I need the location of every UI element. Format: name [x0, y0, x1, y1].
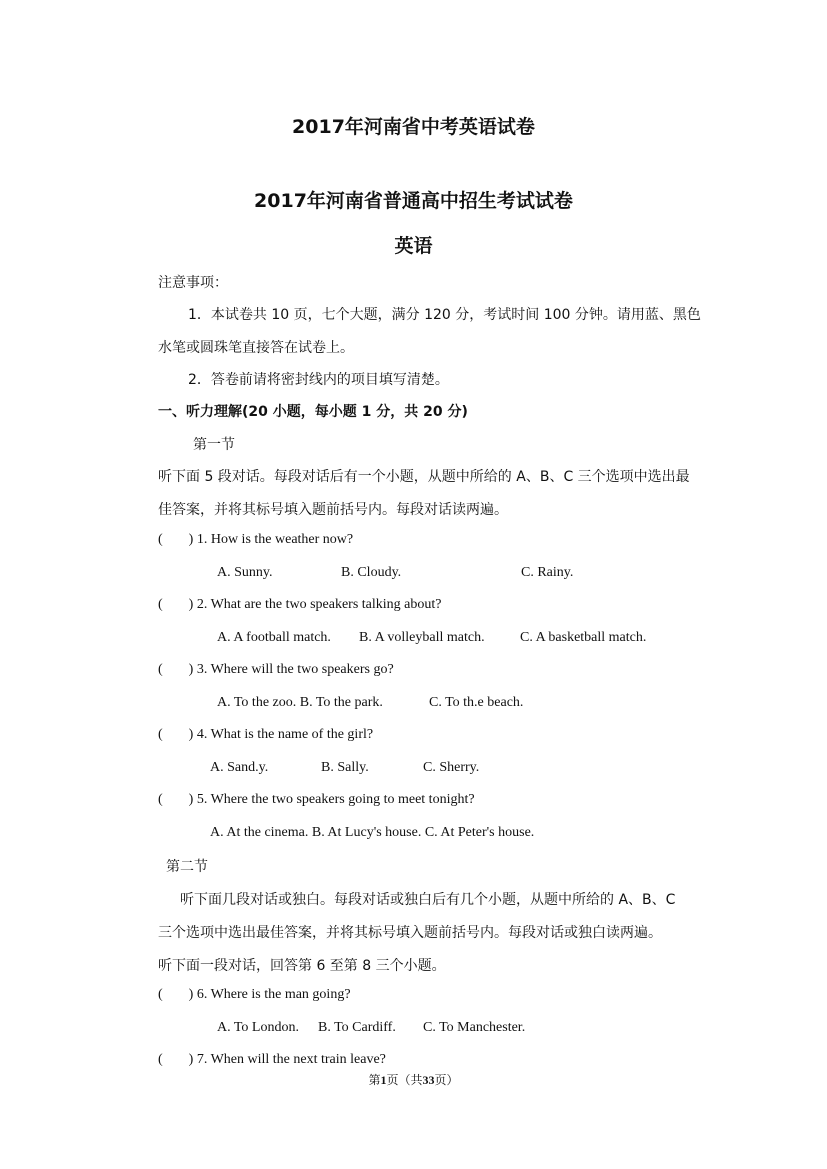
answer-paren: ( [158, 532, 163, 547]
question-4 [158, 727, 373, 743]
question-1 [158, 532, 353, 548]
notes-heading: 注意事项： [158, 275, 228, 291]
answer-paren: ( [158, 792, 163, 807]
option-a: A. Sand.y. [210, 760, 269, 775]
page-footer [0, 1071, 827, 1088]
question-text: ) 3. Where will the two speakers go? [188, 662, 394, 677]
option-c: C. To th.e beach. [429, 695, 524, 710]
subject-title: 英语 [394, 235, 433, 257]
answer-paren: ( [158, 1052, 163, 1067]
answer-paren: ( [158, 727, 163, 742]
question-text: ) 5. Where the two speakers going to meet tonight? [188, 792, 475, 807]
part-2-dialogue-note: 听下面一段对话，回答第 6 至第 8 三个小题。 [158, 958, 446, 974]
option-c: C. Sherry. [423, 760, 480, 775]
question-6-options [217, 1020, 525, 1036]
option-b: B. Cloudy. [341, 565, 402, 580]
footer-middle: 页（共 [386, 1073, 423, 1087]
part-1-instructions: 听下面 5 段对话。每段对话后有一个小题，从题中所给的 A、B、C 三个选项中选出最 [158, 469, 690, 485]
page-number: 1 [380, 1073, 387, 1087]
question-text: ) 6. Where is the man going? [188, 987, 351, 1002]
question-text: ) 7. When will the next train leave? [188, 1052, 386, 1067]
question-text: ) 1. How is the weather now? [188, 532, 354, 547]
option-a: A. A football match. [217, 630, 331, 645]
footer-prefix: 第 [368, 1073, 381, 1087]
notes-item-1-cont: 水笔或圆珠笔直接答在试卷上。 [158, 340, 354, 356]
question-5 [158, 792, 475, 808]
question-1-options [217, 565, 573, 581]
footer-suffix: 页） [434, 1073, 459, 1087]
question-3 [158, 662, 394, 678]
question-text: ) 2. What are the two speakers talking about? [188, 597, 442, 612]
document-title: 2017年河南省中考英语试卷 [292, 116, 535, 138]
question-7 [158, 1052, 386, 1068]
option-a-b: A. To the zoo. B. To the park. [217, 695, 383, 710]
notes-item-2: 2．答卷前请将密封线内的项目填写清楚。 [188, 372, 449, 388]
question-text: ) 4. What is the name of the girl? [188, 727, 374, 742]
option-c: C. Rainy. [521, 565, 574, 580]
question-4-options [210, 760, 479, 776]
part-2-instructions: 听下面几段对话或独白。每段对话或独白后有几个小题，从题中所给的 A、B、C [180, 892, 676, 908]
option-b: B. To Cardiff. [318, 1020, 396, 1035]
section-heading: 一、听力理解(20 小题，每小题 1 分，共 20 分) [158, 404, 468, 420]
options-abc: A. At the cinema. B. At Lucy's house. C. At Peter's house. [210, 825, 535, 840]
answer-paren: ( [158, 987, 163, 1002]
page-total: 33 [422, 1073, 435, 1087]
option-c: C. A basketball match. [520, 630, 647, 645]
question-2 [158, 597, 442, 613]
question-3-options [217, 695, 523, 711]
option-b: B. Sally. [321, 760, 369, 775]
part-2-label: 第二节 [166, 859, 208, 875]
option-c: C. To Manchester. [423, 1020, 526, 1035]
part-1-instructions-cont: 佳答案，并将其标号填入题前括号内。每段对话读两遍。 [158, 502, 508, 518]
option-a: A. Sunny. [217, 565, 273, 580]
question-6 [158, 987, 351, 1003]
part-1-label: 第一节 [193, 437, 235, 453]
option-a: A. To London. [217, 1020, 299, 1035]
notes-item-1: 1．本试卷共 10 页，七个大题，满分 120 分，考试时间 100 分钟。请用蓝、黑色 [188, 307, 701, 323]
question-2-options [217, 630, 646, 646]
option-b: B. A volleyball match. [359, 630, 485, 645]
answer-paren: ( [158, 597, 163, 612]
answer-paren: ( [158, 662, 163, 677]
question-5-options [210, 825, 534, 841]
part-2-instructions-cont: 三个选项中选出最佳答案，并将其标号填入题前括号内。每段对话或独白读两遍。 [158, 925, 662, 941]
exam-title: 2017年河南省普通高中招生考试试卷 [254, 190, 573, 212]
